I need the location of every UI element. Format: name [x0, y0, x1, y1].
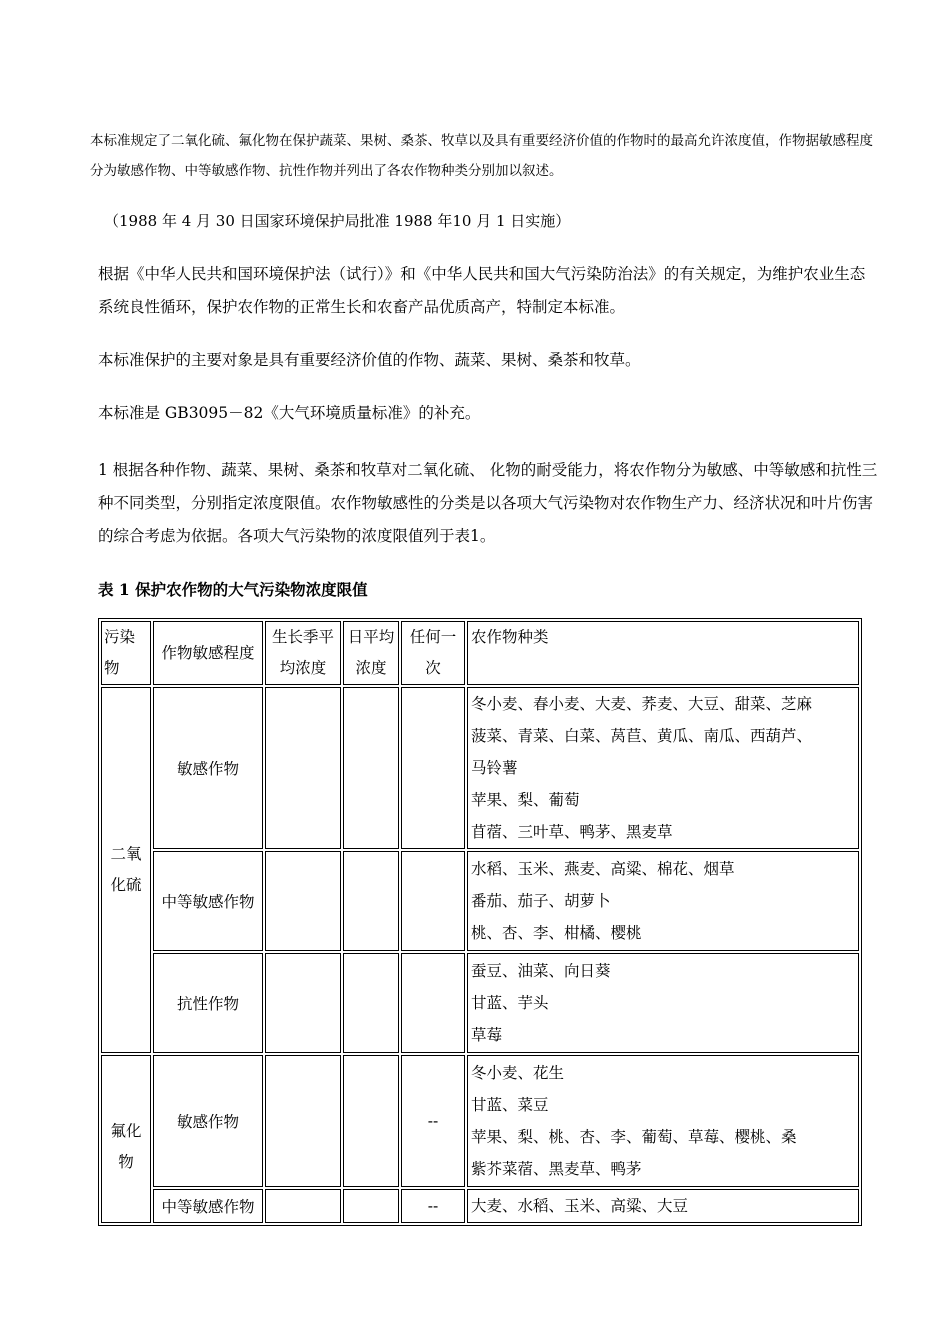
table-header-row	[101, 621, 859, 685]
crop-line: 马铃薯	[471, 759, 518, 777]
crop-line: 甘蓝、芋头	[471, 994, 549, 1012]
any-once-value: --	[401, 1055, 465, 1187]
crop-line: 菠菜、青菜、白菜、莴苣、黄瓜、南瓜、西葫芦、	[471, 727, 813, 745]
crop-list	[467, 953, 859, 1053]
crop-line: 大麦、水稻、玉米、高粱、大豆	[471, 1197, 689, 1215]
table-row	[101, 851, 859, 951]
crop-list	[467, 851, 859, 951]
crop-line: 苹果、梨、葡萄	[471, 791, 580, 809]
crop-line: 冬小麦、花生	[471, 1064, 565, 1082]
header-any-once: 任何一次	[401, 621, 465, 685]
table-row	[101, 687, 859, 849]
sensitivity-level: 敏感作物	[153, 1055, 263, 1187]
crop-line: 甘蓝、菜豆	[471, 1096, 549, 1114]
crop-line: 番茄、茄子、胡萝卜	[471, 892, 611, 910]
crop-line: 苜蓿、三叶草、鸭茅、黑麦草	[471, 823, 673, 841]
season-avg-value	[265, 851, 341, 951]
table-row	[101, 1055, 859, 1187]
crop-line: 紫芥菜蓿、黑麦草、鸭茅	[471, 1160, 642, 1178]
any-once-value	[401, 953, 465, 1053]
sensitivity-level: 中等敏感作物	[153, 1189, 263, 1223]
paragraph-legal-basis: 根据《中华人民共和国环境保护法（试行）》和《中华人民共和国大气污染防治法》的有关规定，为维护农业生态系统良性循环，保护农作物的正常生长和农畜产品优质高产，特制定本标准。	[98, 265, 866, 316]
season-avg-value	[265, 1055, 341, 1187]
pollutant-fluoride: 氟化物	[101, 1055, 151, 1223]
daily-avg-value	[343, 953, 399, 1053]
sensitivity-level: 中等敏感作物	[153, 851, 263, 951]
header-daily-avg: 日平均浓度	[343, 621, 399, 685]
any-once-value	[401, 687, 465, 849]
header-crops: 农作物种类	[467, 621, 859, 685]
paragraph-protection-objects: 本标准保护的主要对象是具有重要经济价值的作物、蔬菜、果树、桑茶和牧草。	[98, 351, 641, 369]
table-caption: 表 1 保护农作物的大气污染物浓度限值	[98, 580, 368, 599]
crop-list	[467, 1055, 859, 1187]
pollutant-limits-table	[98, 618, 862, 1226]
approval-note: （1988 年 4 月 30 日国家环境保护局批准 1988 年10 月 1 日实施）	[104, 212, 571, 230]
daily-avg-value	[343, 687, 399, 849]
any-once-value: --	[401, 1189, 465, 1223]
daily-avg-value	[343, 1189, 399, 1223]
header-season-avg: 生长季平均浓度	[265, 621, 341, 685]
any-once-value	[401, 851, 465, 951]
crop-line: 草莓	[471, 1026, 503, 1044]
pollutant-so2: 二氧化硫	[101, 687, 151, 1053]
crop-list	[467, 1189, 859, 1223]
crop-line: 水稻、玉米、燕麦、高粱、棉花、烟草	[471, 860, 735, 878]
season-avg-value	[265, 1189, 341, 1223]
crop-line: 冬小麦、春小麦、大麦、荞麦、大豆、甜菜、芝麻	[471, 695, 813, 713]
season-avg-value	[265, 953, 341, 1053]
crop-list	[467, 687, 859, 849]
sensitivity-level: 敏感作物	[153, 687, 263, 849]
paragraph-supplement: 本标准是 GB3095－82《大气环境质量标准》的补充。	[98, 404, 481, 422]
daily-avg-value	[343, 1055, 399, 1187]
abstract: 本标准规定了二氧化硫、氟化物在保护蔬菜、果树、桑茶、牧草以及具有重要经济价值的作物时的最高允许浓度值，作物据敏感程度分为敏感作物、中等敏感作物、抗性作物并列出了各农作物种类分别加以叙述。	[90, 133, 873, 179]
table-row	[101, 1189, 859, 1223]
header-sensitivity: 作物敏感程度	[153, 621, 263, 685]
crop-line: 苹果、梨、桃、杏、李、葡萄、草莓、樱桃、桑	[471, 1128, 797, 1146]
daily-avg-value	[343, 851, 399, 951]
table-row	[101, 953, 859, 1053]
season-avg-value	[265, 687, 341, 849]
sensitivity-level: 抗性作物	[153, 953, 263, 1053]
header-pollutant: 污染物	[101, 621, 151, 685]
crop-line: 蚕豆、油菜、向日葵	[471, 962, 611, 980]
paragraph-clause-1: 1 根据各种作物、蔬菜、果树、桑茶和牧草对二氧化硫、 化物的耐受能力，将农作物分为敏感、中等敏感和抗性三种不同类型，分别指定浓度限值。农作物敏感性的分类是以各项大气污染物对农作物生产力、经济状况和叶片伤害的综合考虑为依据。各项大气污染物的浓度限值列于表1。	[98, 461, 878, 545]
crop-line: 桃、杏、李、柑橘、樱桃	[471, 924, 642, 942]
